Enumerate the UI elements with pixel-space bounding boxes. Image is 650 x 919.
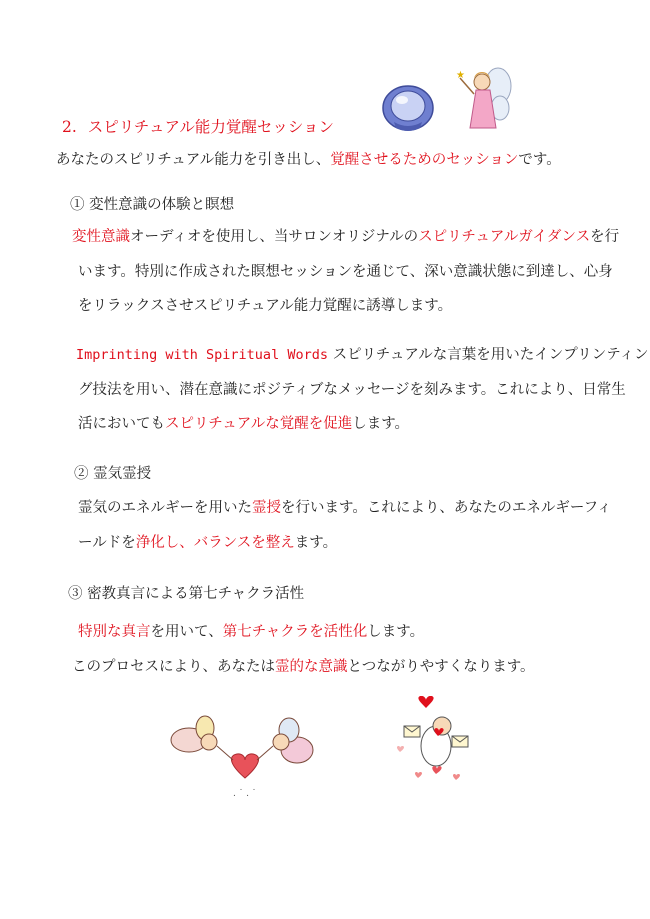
title-number: 2. (62, 118, 77, 136)
text-line (76, 338, 649, 373)
highlight: 浄化し、バランスを整え (135, 534, 295, 551)
text: を行 (590, 229, 620, 245)
highlight: 第七チャクラを活性化 (222, 624, 368, 640)
intro-part-a: あなたのスピリチュアル能力を引き出し、 (56, 152, 331, 168)
intro-part-c: です。 (518, 152, 561, 168)
text-line: グ技法を用い、潜在意識にポジティブなメッセージを刻みます。これにより、日常生 (78, 381, 626, 398)
fairy-icon (452, 64, 514, 136)
section3-title: ③ 密教真言による第七チャクラ活性 (68, 586, 305, 602)
svg-text:★: ★ (456, 70, 465, 81)
closing-text (72, 655, 535, 676)
text: ます。 (294, 534, 338, 551)
text-line (72, 220, 619, 255)
text: を用いて、 (150, 624, 223, 640)
highlight: Imprinting with Spiritual Words (76, 347, 328, 363)
section3-paragraph (78, 620, 424, 641)
section1-paragraph1 (72, 220, 619, 324)
crystal-ball-icon (380, 84, 436, 134)
highlight: スピリチュアルガイダンス (418, 229, 591, 245)
section2-title: ② 霊気霊授 (74, 466, 152, 482)
section2-paragraph (78, 491, 611, 560)
section1-paragraph2 (76, 338, 649, 442)
cupid-with-letters-icon (390, 696, 482, 796)
svg-text:. ˙ . ˙: . ˙ . ˙ (233, 789, 257, 799)
text-line: います。特別に作成された瞑想セッションを通じて、深い意識状態に到達し、心身 (78, 263, 613, 280)
text: スピリチュアルな言葉を用いたインプリンティン (327, 347, 649, 363)
highlight: 特別な真言 (78, 624, 151, 640)
text-line (76, 407, 649, 442)
text: します。 (367, 624, 425, 640)
text-line (78, 526, 611, 561)
highlight: スピリチュアルな覚醒を促進 (165, 416, 353, 432)
text: とつながりやすくなります。 (347, 659, 535, 675)
title-text: スピリチュアル能力覚醒セッション (87, 118, 335, 136)
text: このプロセスにより、あなたは (72, 659, 275, 675)
intro-text (56, 148, 561, 169)
page-title (62, 115, 334, 137)
highlight: 変性意識 (72, 229, 130, 245)
intro-highlight: 覚醒させるためのセッション (330, 152, 519, 168)
text-line: をリラックスさせスピリチュアル能力覚醒に誘導します。 (78, 298, 453, 314)
text: を行います。これにより、あなたのエネルギーフィ (281, 500, 612, 516)
text: 活においても (78, 416, 165, 432)
section1-title: ① 変性意識の体験と瞑想 (70, 197, 235, 213)
cupids-with-heart-icon (165, 712, 325, 808)
highlight: 霊授 (252, 500, 281, 516)
text: ールドを (78, 534, 136, 551)
highlight: 霊的な意識 (275, 659, 348, 675)
text: します。 (352, 416, 410, 432)
text: オーディオを使用し、当サロンオリジナルの (130, 229, 419, 245)
text: 霊気のエネルギーを用いた (78, 500, 252, 516)
text-line (78, 491, 611, 526)
